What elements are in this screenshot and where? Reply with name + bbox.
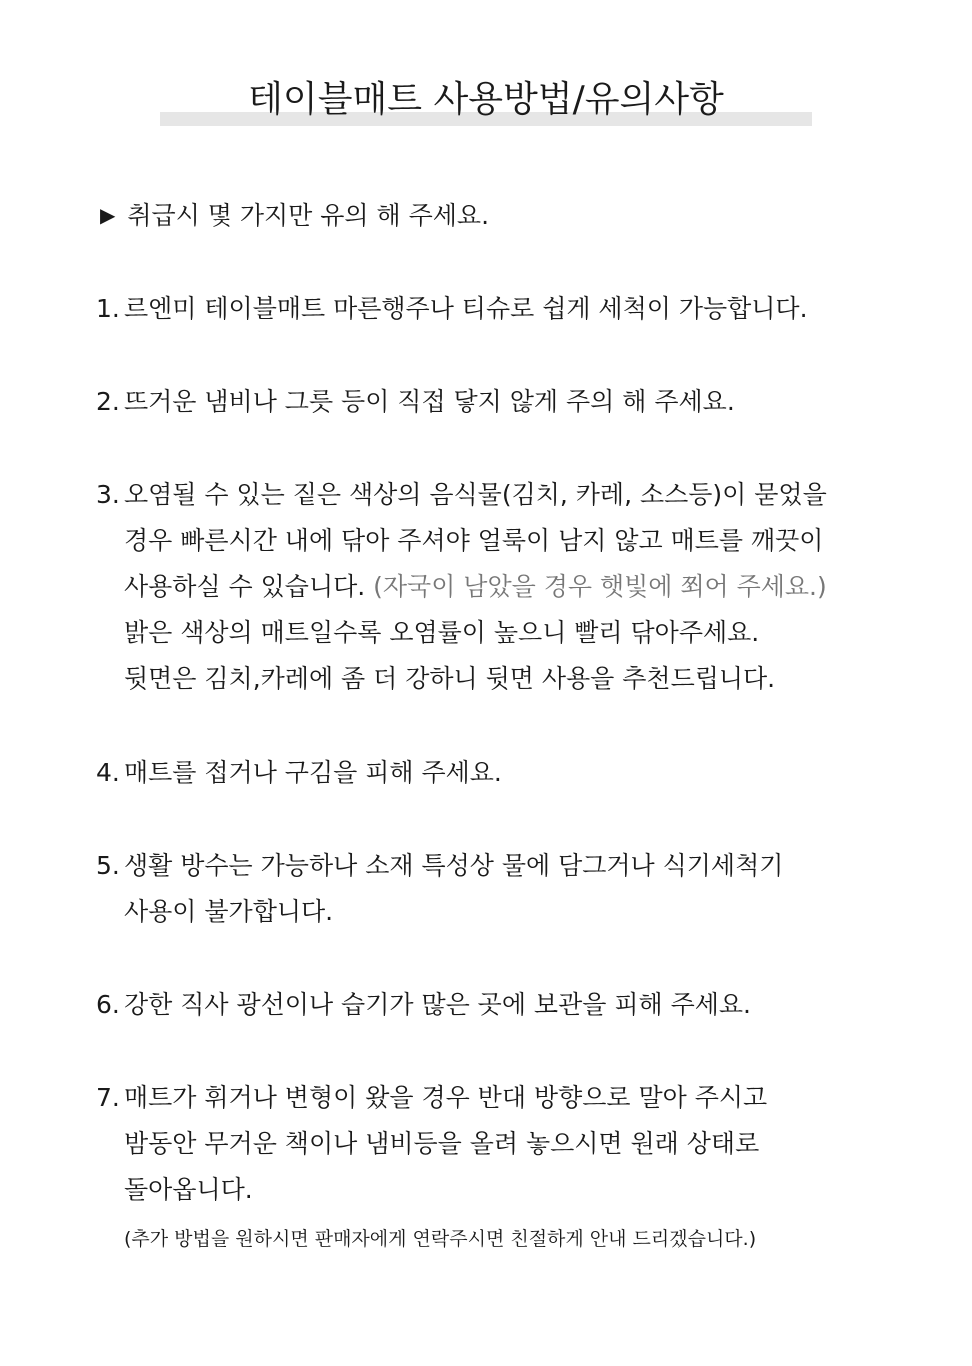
item-number: 2. bbox=[96, 387, 120, 416]
instruction-item-5 bbox=[96, 843, 783, 935]
intro-line bbox=[100, 196, 489, 237]
item-number: 6. bbox=[96, 990, 120, 1019]
instruction-item-1 bbox=[96, 286, 808, 332]
title-block bbox=[160, 72, 812, 128]
item-text: 매트를 접거나 구김을 피해 주세요. bbox=[124, 758, 502, 787]
item-text: 매트가 휘거나 변형이 왔을 경우 반대 방향으로 말아 주시고 bbox=[124, 1083, 768, 1112]
instruction-item-4 bbox=[96, 750, 502, 796]
item-text: 뜨거운 냄비나 그릇 등이 직접 닿지 않게 주의 해 주세요. bbox=[124, 387, 735, 416]
page-title: 테이블매트 사용방법/유의사항 bbox=[248, 79, 724, 120]
item-text: 오염될 수 있는 짙은 색상의 음식물(김치, 카레, 소스등)이 묻었을 bbox=[124, 480, 827, 509]
instruction-item-3 bbox=[96, 472, 827, 702]
triangle-bullet-icon: ▶ bbox=[100, 203, 116, 227]
item-text: 경우 빠른시간 내에 닦아 주셔야 얼룩이 남지 않고 매트를 깨끗이 bbox=[124, 526, 824, 555]
item-text: 사용하실 수 있습니다. bbox=[124, 572, 366, 601]
item-number: 3. bbox=[96, 480, 120, 509]
item-number: 4. bbox=[96, 758, 120, 787]
item-note: (자국이 남았을 경우 햇빛에 쬐어 주세요.) bbox=[373, 572, 827, 601]
item-text: 사용이 불가합니다. bbox=[124, 897, 334, 926]
item-number: 5. bbox=[96, 851, 120, 880]
item-text: 뒷면은 김치,카레에 좀 더 강하니 뒷면 사용을 추천드립니다. bbox=[124, 664, 776, 693]
item-number: 1. bbox=[96, 294, 120, 323]
instruction-item-2 bbox=[96, 379, 735, 425]
item-text: 밝은 색상의 매트일수록 오염률이 높으니 빨리 닦아주세요. bbox=[124, 618, 760, 647]
intro-text: 취급시 몇 가지만 유의 해 주세요. bbox=[127, 201, 490, 230]
item-text: 돌아옵니다. bbox=[124, 1175, 253, 1204]
item-text: 생활 방수는 가능하나 소재 특성상 물에 담그거나 식기세척기 bbox=[124, 851, 784, 880]
item-text: 강한 직사 광선이나 습기가 많은 곳에 보관을 피해 주세요. bbox=[124, 990, 751, 1019]
item-text: 밤동안 무거운 책이나 냄비등을 올려 놓으시면 원래 상태로 bbox=[124, 1129, 760, 1158]
item-text: 르엔미 테이블매트 마른행주나 티슈로 쉽게 세척이 가능합니다. bbox=[124, 294, 808, 323]
contact-footnote: (추가 방법을 원하시면 판매자에게 연락주시면 친절하게 안내 드리겠습니다.) bbox=[124, 1228, 757, 1250]
item-number: 7. bbox=[96, 1083, 120, 1112]
instruction-item-6 bbox=[96, 982, 751, 1028]
instruction-item-7 bbox=[96, 1075, 767, 1213]
